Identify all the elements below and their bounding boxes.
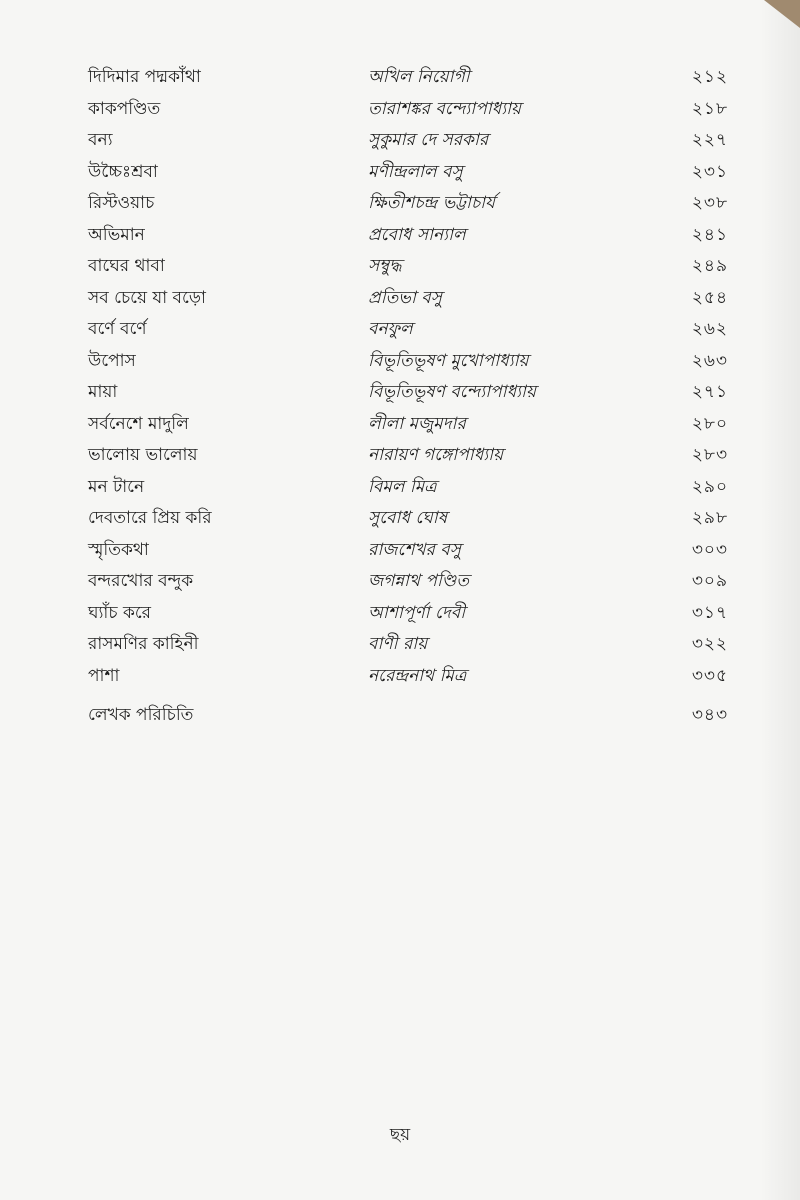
story-author: প্রতিভা বসু xyxy=(368,287,443,308)
toc-row xyxy=(88,96,728,128)
toc-row xyxy=(88,663,728,695)
story-title: বন্দরখোর বন্দুক xyxy=(88,571,194,591)
toc-row xyxy=(88,127,728,159)
story-author: মণীন্দ্রলাল বসু xyxy=(368,161,463,182)
page-number: ৩২২ xyxy=(691,634,728,654)
story-title: মন টানে xyxy=(88,476,145,497)
story-title: উপোস xyxy=(88,350,136,371)
toc-row xyxy=(88,348,728,380)
page-number: ২৩৮ xyxy=(691,193,728,213)
page-number: ২৬২ xyxy=(691,319,728,339)
page-number: ২৫৪ xyxy=(691,287,728,308)
page-number: ২৩১ xyxy=(691,161,728,182)
story-author: প্রবোধ সান্যাল xyxy=(368,224,466,245)
story-author: অখিল নিয়োগী xyxy=(368,67,470,87)
page-number: ২৮০ xyxy=(691,413,728,434)
appendix-title: লেখক পরিচিতি xyxy=(88,705,194,725)
toc-row xyxy=(88,411,728,443)
page-number: ২১২ xyxy=(691,67,728,87)
story-author: বনফুল xyxy=(368,319,413,339)
story-author: নারায়ণ গঙ্গোপাধ্যায় xyxy=(368,445,504,465)
page-number: ৩১৭ xyxy=(691,602,728,623)
folio-page-number: ছয় xyxy=(389,1125,411,1145)
story-title: উচ্চৈঃশ্রবা xyxy=(88,161,158,182)
page-number: ৩৩৫ xyxy=(691,665,728,686)
toc-row xyxy=(88,285,728,317)
toc-row xyxy=(88,537,728,569)
story-title: বর্ণে বর্ণে xyxy=(88,319,147,339)
toc-row xyxy=(88,505,728,537)
page-corner xyxy=(764,0,800,28)
page-number: ২৮৩ xyxy=(691,445,728,465)
story-author: জগন্নাথ পণ্ডিত xyxy=(368,571,469,591)
story-title: ভালোয় ভালোয় xyxy=(88,445,198,465)
page-number: ২৪১ xyxy=(691,224,728,245)
toc-row xyxy=(88,600,728,632)
page-number: ২৯৮ xyxy=(691,508,728,528)
page-number: ২৪৯ xyxy=(691,256,728,276)
table-of-contents xyxy=(88,64,728,734)
page-number: ৩০৩ xyxy=(691,539,728,560)
toc-row xyxy=(88,379,728,411)
story-author: সুবোধ ঘোষ xyxy=(368,508,448,528)
toc-row xyxy=(88,64,728,96)
story-title: ঘ্যাঁচ করে xyxy=(88,602,152,623)
story-title: পাশা xyxy=(88,665,120,686)
toc-row xyxy=(88,159,728,191)
story-author: নরেন্দ্রনাথ মিত্র xyxy=(368,665,467,686)
story-author: ক্ষিতীশচন্দ্র ভট্টাচার্য xyxy=(368,193,495,213)
story-author: বিভূতিভূষণ বন্দ্যোপাধ্যায় xyxy=(368,382,536,402)
story-author: লীলা মজুমদার xyxy=(368,413,466,434)
toc-row xyxy=(88,631,728,663)
story-title: অভিমান xyxy=(88,224,145,245)
story-author: বিভূতিভূষণ মুখোপাধ্যায় xyxy=(368,350,529,371)
story-author: রাজশেখর বসু xyxy=(368,539,461,560)
story-title: রাসমণির কাহিনী xyxy=(88,634,199,654)
story-title: দিদিমার পদ্মকাঁথা xyxy=(88,67,201,87)
story-author: সুকুমার দে সরকার xyxy=(368,130,489,150)
toc-row xyxy=(88,316,728,348)
story-title: মায়া xyxy=(88,382,118,402)
story-title: কাকপণ্ডিত xyxy=(88,98,161,119)
story-title: স্মৃতিকথা xyxy=(88,539,149,560)
page-edge-shadow xyxy=(760,0,800,1200)
toc-row xyxy=(88,568,728,600)
story-title: বাঘের থাবা xyxy=(88,256,165,276)
story-author: আশাপূর্ণা দেবী xyxy=(368,602,466,623)
page-number: ২৬৩ xyxy=(691,350,728,371)
story-title: সর্বনেশে মাদুলি xyxy=(88,413,189,434)
appendix-page-number: ৩৪৩ xyxy=(691,705,728,725)
story-title: দেবতারে প্রিয় করি xyxy=(88,508,212,528)
page-number: ২৭১ xyxy=(691,382,728,402)
story-title: বন্য xyxy=(88,130,113,150)
story-author: সম্বুদ্ধ xyxy=(368,256,402,276)
story-author: বাণী রায় xyxy=(368,634,428,654)
toc-row xyxy=(88,442,728,474)
toc-row xyxy=(88,190,728,222)
story-title: সব চেয়ে যা বড়ো xyxy=(88,287,206,308)
page-number: ২৯০ xyxy=(691,476,728,497)
toc-row xyxy=(88,222,728,254)
toc-row xyxy=(88,253,728,285)
story-author: তারাশঙ্কর বন্দ্যোপাধ্যায় xyxy=(368,98,522,119)
page-number: ২২৭ xyxy=(691,130,728,150)
story-author: বিমল মিত্র xyxy=(368,476,437,497)
toc-row xyxy=(88,474,728,506)
page-number: ৩০৯ xyxy=(691,571,728,591)
story-title: রিস্টওয়াচ xyxy=(88,193,155,213)
toc-row-appendix xyxy=(88,702,728,734)
page-number: ২১৮ xyxy=(691,98,728,119)
